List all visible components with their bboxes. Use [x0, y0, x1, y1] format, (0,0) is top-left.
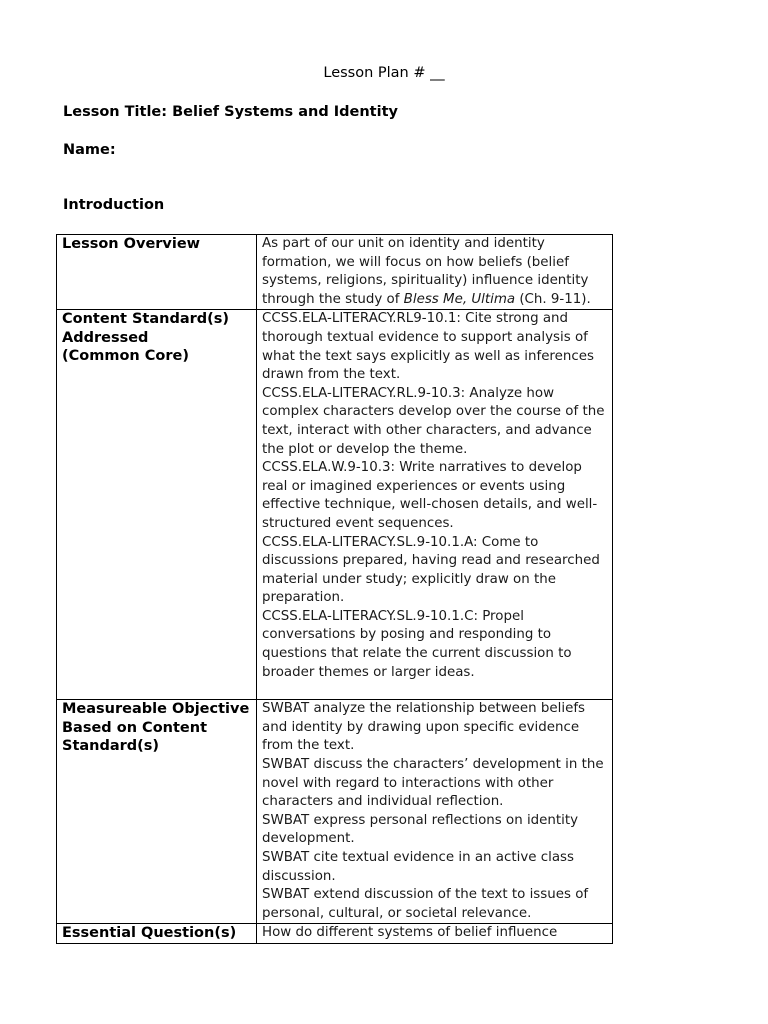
content-line: CCSS.ELA-LITERACY.RL9-10.1: Cite strong and — [262, 311, 569, 327]
content-line: material under study; explicitly draw on the — [262, 571, 556, 587]
row-label-cell — [57, 924, 257, 944]
content-line-prefix: through the study of — [262, 291, 404, 307]
lesson-plan-table — [56, 234, 613, 944]
content-line: from the text. — [262, 738, 355, 754]
content-line: and identity by drawing upon specific evidence — [262, 719, 580, 735]
content-line: the plot or develop the theme. — [262, 441, 468, 457]
table-row-measureable-objective — [57, 700, 613, 924]
row-label: Content Standard(s) — [62, 311, 230, 328]
section-heading-introduction: Introduction — [63, 197, 165, 213]
content-line: thorough textual evidence to support analysis of — [262, 329, 588, 345]
content-line: effective technique, well-chosen details, and well- — [262, 497, 598, 513]
content-line: SWBAT discuss the characters’ development in the — [262, 757, 604, 773]
row-label-cell — [57, 235, 257, 310]
content-line: novel with regard to interactions with other — [262, 775, 554, 791]
content-line: personal, cultural, or societal relevance. — [262, 905, 532, 921]
row-label-cell — [57, 310, 257, 700]
name-label: Name: — [63, 142, 116, 158]
row-content-cell — [257, 700, 613, 924]
content-line: How do different systems of belief influence — [262, 925, 558, 941]
book-title: Bless Me, Ultima — [403, 291, 516, 307]
row-label: (Common Core) — [62, 348, 189, 365]
content-line: structured event sequences. — [262, 515, 454, 531]
lesson-title: Lesson Title: Belief Systems and Identity — [63, 104, 398, 120]
row-content-cell — [257, 924, 613, 944]
content-line: preparation. — [262, 590, 345, 606]
row-label: Addressed — [62, 329, 149, 346]
content-line: questions that relate the current discussion to — [262, 646, 572, 662]
content-line: CCSS.ELA-LITERACY.SL.9-10.1.C: Propel — [262, 608, 524, 624]
content-line: discussions prepared, having read and researched — [262, 553, 600, 569]
table-row-lesson-overview — [57, 235, 613, 310]
content-line: real or imagined experiences or events using — [262, 478, 566, 494]
row-label: Measureable Objective — [62, 701, 250, 718]
content-line: As part of our unit on identity and identity — [262, 236, 545, 251]
content-line: conversations by posing and responding to — [262, 627, 552, 643]
row-label: Lesson Overview — [62, 236, 201, 252]
content-line: drawn from the text. — [262, 367, 401, 383]
content-line-suffix: (Ch. 9-11). — [515, 291, 591, 307]
content-line: CCSS.ELA.W.9-10.3: Write narratives to develop — [262, 460, 582, 476]
content-line: systems, religions, spirituality) influence identity — [262, 273, 589, 289]
content-line: discussion. — [262, 868, 336, 884]
content-line: formation, we will focus on how beliefs (belief — [262, 254, 569, 270]
content-line: characters and individual reflection. — [262, 794, 504, 810]
document-title: Lesson Plan # __ — [323, 65, 445, 81]
row-content-cell — [257, 235, 613, 310]
content-line: CCSS.ELA-LITERACY.SL.9-10.1.A: Come to — [262, 534, 539, 550]
content-line: CCSS.ELA-LITERACY.RL.9-10.3: Analyze how — [262, 385, 555, 401]
table-row-content-standards — [57, 310, 613, 700]
content-line: what the text says explicitly as well as inferences — [262, 348, 594, 364]
content-line — [262, 291, 607, 310]
row-label: Based on Content — [62, 719, 208, 736]
row-label: Standard(s) — [62, 738, 160, 755]
content-line: development. — [262, 831, 355, 847]
content-line: complex characters develop over the course of the — [262, 404, 605, 420]
content-line: text, interact with other characters, and advance — [262, 422, 592, 438]
content-line: SWBAT express personal reflections on identity — [262, 812, 579, 828]
content-line: SWBAT analyze the relationship between beliefs — [262, 701, 586, 717]
content-line: broader themes or larger ideas. — [262, 664, 475, 680]
row-content-cell — [257, 310, 613, 700]
row-label: Essential Question(s) — [62, 925, 237, 942]
table-row-essential-questions — [57, 924, 613, 944]
content-line: SWBAT cite textual evidence in an active class — [262, 850, 574, 865]
row-label-cell — [57, 700, 257, 924]
content-line: SWBAT extend discussion of the text to issues of — [262, 887, 589, 903]
